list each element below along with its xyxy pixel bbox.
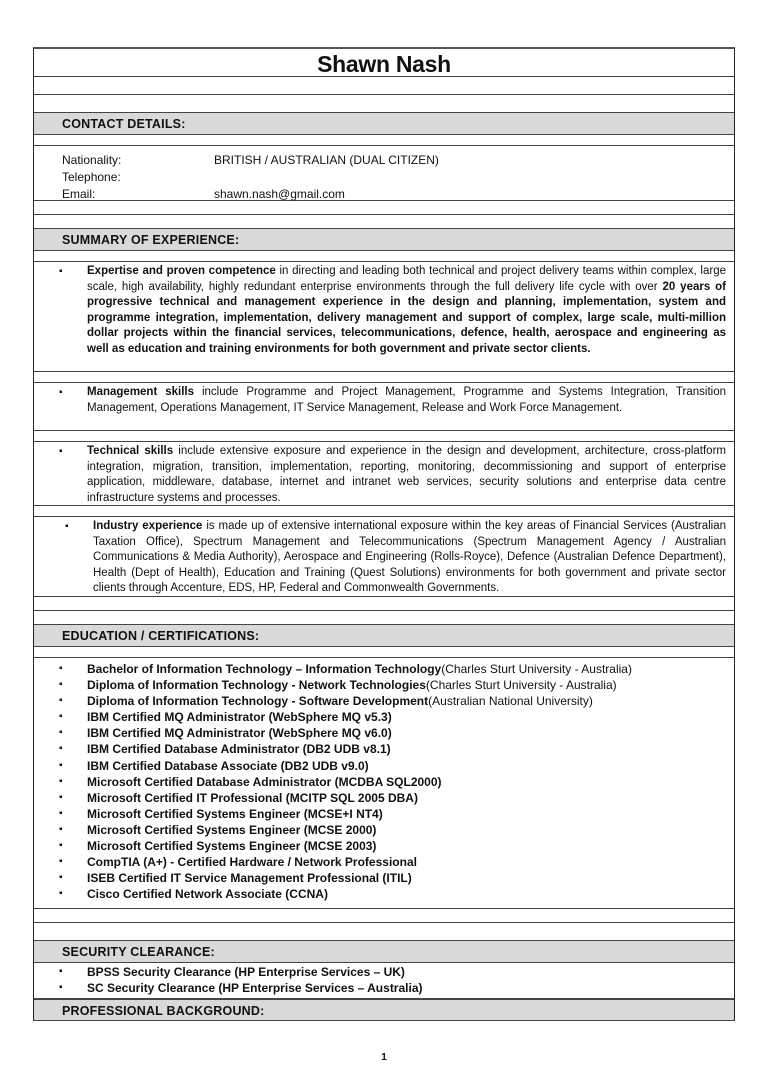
spacer-row xyxy=(33,95,735,113)
certification-item: ▪ IBM Certified Database Associate (DB2 UDB v9.0) xyxy=(54,758,734,774)
certification-item: ▪ IBM Certified MQ Administrator (WebSphere MQ v5.3) xyxy=(54,709,734,725)
contact-label: Nationality: xyxy=(62,153,122,167)
education-item: ▪ Diploma of Information Technology - Network Technologies (Charles Sturt University - Australia) xyxy=(54,677,734,693)
bullet-icon: ▪ xyxy=(59,266,63,277)
bullet-icon: ▪ xyxy=(59,711,63,723)
section-heading: EDUCATION / CERTIFICATIONS: xyxy=(62,629,260,643)
certification-item: ▪ Microsoft Certified Systems Engineer (MCSE 2003) xyxy=(54,838,734,854)
spacer-row xyxy=(33,909,735,923)
security-item: ▪ SC Security Clearance (HP Enterprise Services – Australia) xyxy=(54,980,734,996)
section-heading: SECURITY CLEARANCE: xyxy=(62,945,215,959)
bullet-icon: ▪ xyxy=(59,663,63,674)
certification-item: ▪ Microsoft Certified Database Administrator (MCDBA SQL2000) xyxy=(54,774,734,790)
spacer-row xyxy=(33,611,735,625)
certification-item: ▪ ISEB Certified IT Service Management Professional (ITIL) xyxy=(54,870,734,886)
certification-item: ▪ Microsoft Certified Systems Engineer (MCSE+I NT4) xyxy=(54,806,734,822)
education-item: ▪ Diploma of Information Technology - Software Development (Australian National University) xyxy=(54,693,734,709)
bullet-icon: ▪ xyxy=(59,856,63,868)
section-header-summary xyxy=(33,229,735,251)
summary-text: Technical skills include extensive exposure and experience in the design and development, architecture, cross-platform integration, migration, transition, implementation, reporting, monitoring, decommissioning and support of enterprise application, middleware, database, internet and intranet web services, security solutions and enterprise data centre infrastructure systems and processes. xyxy=(87,445,726,504)
summary-item-management xyxy=(33,383,735,431)
certification-item: ▪ IBM Certified MQ Administrator (WebSphere MQ v6.0) xyxy=(54,725,734,741)
bullet-icon: ▪ xyxy=(59,679,63,691)
education-item: ▪ Bachelor of Information Technology – Information Technology (Charles Sturt University - Australia) xyxy=(54,661,734,677)
contact-row-nationality xyxy=(62,152,734,169)
certification-item: ▪ Microsoft Certified IT Professional (MCITP SQL 2005 DBA) xyxy=(54,790,734,806)
spacer-row xyxy=(33,201,735,215)
contact-row-telephone xyxy=(62,169,734,186)
summary-item-industry xyxy=(33,517,735,597)
section-heading: SUMMARY OF EXPERIENCE: xyxy=(62,233,240,247)
bullet-icon: ▪ xyxy=(59,387,63,398)
section-heading: CONTACT DETAILS: xyxy=(62,117,186,131)
bullet-icon: ▪ xyxy=(65,521,69,532)
bullet-icon: ▪ xyxy=(59,982,63,994)
section-header-security xyxy=(33,941,735,963)
bullet-icon: ▪ xyxy=(59,807,63,819)
contact-label: Telephone: xyxy=(62,170,121,184)
bullet-icon: ▪ xyxy=(59,966,63,977)
section-header-education xyxy=(33,625,735,647)
bullet-icon: ▪ xyxy=(59,727,63,739)
bullet-icon: ▪ xyxy=(59,759,63,771)
spacer-row xyxy=(33,135,735,146)
page-number: 1 xyxy=(381,1052,387,1063)
certification-item: ▪ IBM Certified Database Administrator (DB2 UDB v8.1) xyxy=(54,741,734,757)
summary-text: Management skills include Programme and Project Management, Programme and Systems Integration, Transition Management, Operations Management, IT Service Management, Release and Work Force Management. xyxy=(87,386,726,414)
bullet-icon: ▪ xyxy=(59,791,63,803)
spacer-row xyxy=(33,647,735,658)
section-header-contact xyxy=(33,113,735,135)
bullet-icon: ▪ xyxy=(59,775,63,787)
security-item: ▪ BPSS Security Clearance (HP Enterprise Services – UK) xyxy=(54,964,734,980)
spacer-row xyxy=(33,923,735,941)
spacer-row xyxy=(33,215,735,229)
resume-name-row xyxy=(33,47,735,77)
spacer-row xyxy=(33,597,735,611)
summary-item-expertise xyxy=(33,262,735,372)
spacer-row xyxy=(33,77,735,95)
email-link[interactable]: shawn.nash@gmail.com xyxy=(214,187,345,201)
bullet-icon: ▪ xyxy=(59,888,63,900)
certification-item: ▪ CompTIA (A+) - Certified Hardware / Network Professional xyxy=(54,854,734,870)
section-header-professional xyxy=(33,999,735,1021)
education-list xyxy=(33,658,735,909)
section-heading: PROFESSIONAL BACKGROUND: xyxy=(62,1004,265,1018)
summary-item-technical xyxy=(33,442,735,506)
bullet-icon: ▪ xyxy=(59,840,63,852)
spacer-row xyxy=(33,431,735,442)
bullet-icon: ▪ xyxy=(59,872,63,884)
bullet-icon: ▪ xyxy=(59,823,63,835)
spacer-row xyxy=(33,506,735,517)
resume-name: Shawn Nash xyxy=(317,51,451,77)
contact-label: Email: xyxy=(62,187,96,201)
summary-text: Industry experience is made up of extensive international exposure within the key areas of Financial Services (Australian Taxation Office), Spectrum Management and Telecommunications (Spectrum Management Agency / Australian Communications & Media Authority), Aerospace and Engineering (Rolls-Royce), Defence (Australian Defence Department), Health (Dept of Health), Education and Training (Quest Solutions) environments for both government and private sector clients through Accenture, EDS, HP, Federal and Commonwealth Governments. xyxy=(93,520,727,594)
summary-text: Expertise and proven competence in directing and leading both technical and project delivery teams within complex, large scale, high availability, highly redundant enterprise environments through the full delivery life cycle with over 20 years of progressive technical and management experience in the design and planning, implementation, system and programme integration, implementation, delivery management and support of complex, large scale, multi-million dollar projects within the financial services, telecommunications, defence, health, aerospace and engineering as well as education and training environments for both government and private sector clients. xyxy=(87,265,726,355)
bullet-icon: ▪ xyxy=(59,695,63,707)
spacer-row xyxy=(33,251,735,262)
bullet-icon: ▪ xyxy=(59,743,63,755)
resume-page xyxy=(33,47,735,1021)
certification-item: ▪ Microsoft Certified Systems Engineer (MCSE 2000) xyxy=(54,822,734,838)
certification-item: ▪ Cisco Certified Network Associate (CCNA) xyxy=(54,886,734,902)
bullet-icon: ▪ xyxy=(59,446,63,457)
spacer-row xyxy=(33,372,735,383)
contact-value: BRITISH / AUSTRALIAN (DUAL CITIZEN) xyxy=(214,153,439,167)
contact-details xyxy=(33,146,735,201)
security-list xyxy=(33,963,735,999)
